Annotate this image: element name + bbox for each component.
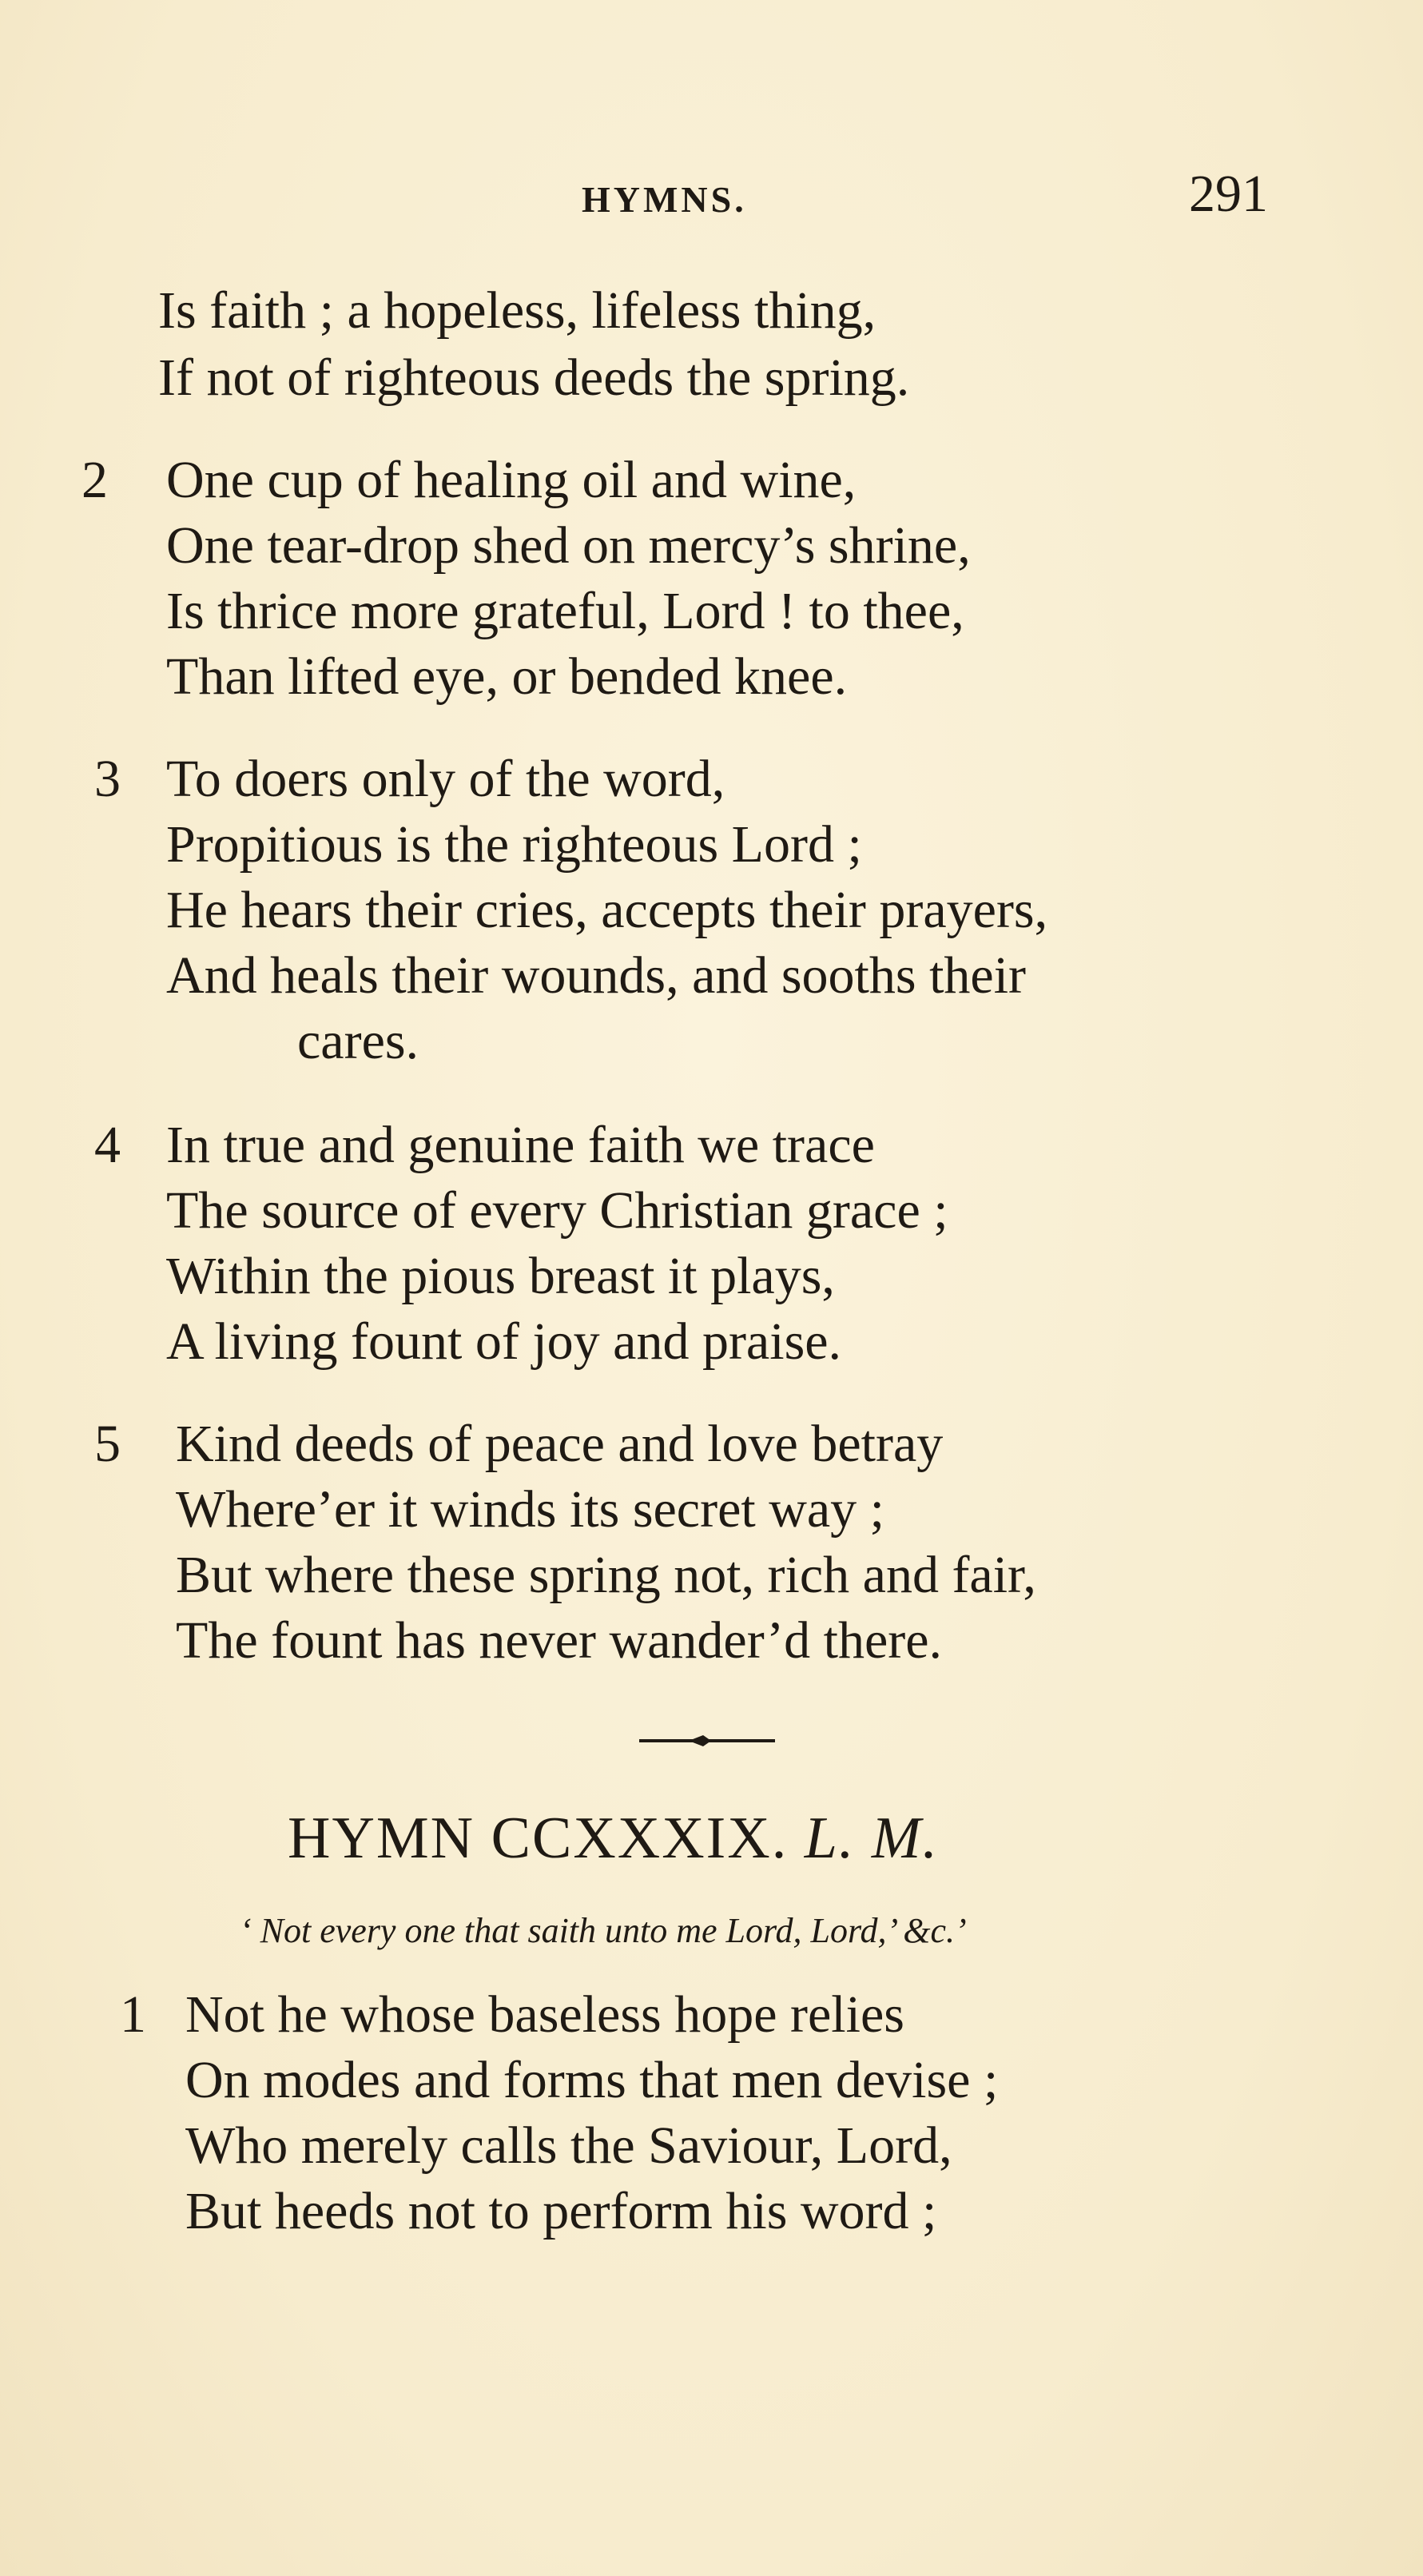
verse-line: Not he whose baseless hope relies	[185, 1985, 904, 2044]
verse-line: On modes and forms that men devise ;	[185, 2051, 999, 2109]
verse-line: Kind deeds of peace and love betray	[176, 1415, 944, 1473]
hymn-meter: L. M.	[804, 1806, 940, 1871]
verse-line: The fount has never wander’d there.	[176, 1611, 943, 1670]
hymn-title	[288, 1805, 939, 1873]
running-head: HYMNS.	[582, 179, 747, 220]
page-header	[0, 164, 1423, 236]
verse-line: Within the pious breast it plays,	[166, 1247, 835, 1305]
verse-line: One cup of healing oil and wine,	[166, 451, 857, 509]
section-ornament	[639, 1733, 775, 1749]
verse-line: And heals their wounds, and sooths their	[166, 946, 1027, 1005]
verse-line: But heeds not to perform his word ;	[185, 2182, 937, 2240]
verse-line: Who merely calls the Saviour, Lord,	[185, 2116, 952, 2175]
stanza-number: 3	[94, 750, 121, 808]
stanza-number: 5	[94, 1415, 121, 1473]
hymn-epigraph: ‘ Not every one that saith unto me Lord, Lord,’ &c.’	[240, 1911, 967, 1950]
verse-line: To doers only of the word,	[166, 750, 725, 808]
verse-line: Is thrice more grateful, Lord ! to thee,	[166, 582, 964, 640]
verse-line: But where these spring not, rich and fair,	[176, 1546, 1036, 1604]
verse-line: The source of every Christian grace ;	[166, 1181, 948, 1240]
stanza-number: 2	[81, 451, 108, 509]
verse-line: He hears their cries, accepts their prayers,	[166, 881, 1048, 939]
verse-line: Propitious is the righteous Lord ;	[166, 815, 862, 874]
stanza-number: 1	[120, 1985, 146, 2044]
verse-line: In true and genuine faith we trace	[166, 1116, 875, 1174]
verse-line: Is faith ; a hopeless, lifeless thing,	[158, 281, 876, 340]
verse-line: Where’er it winds its secret way ;	[176, 1480, 885, 1539]
page-number: 291	[1189, 165, 1268, 223]
hymn-number: HYMN CCXXXIX.	[288, 1806, 789, 1871]
verse-line: If not of righteous deeds the spring.	[158, 348, 910, 407]
verse-line: A living fount of joy and praise.	[166, 1312, 842, 1371]
verse-line: One tear-drop shed on mercy’s shrine,	[166, 516, 971, 575]
verse-line-turnover: cares.	[297, 1012, 419, 1070]
verse-line: Than lifted eye, or bended knee.	[166, 647, 848, 706]
stanza-number: 4	[94, 1116, 121, 1174]
